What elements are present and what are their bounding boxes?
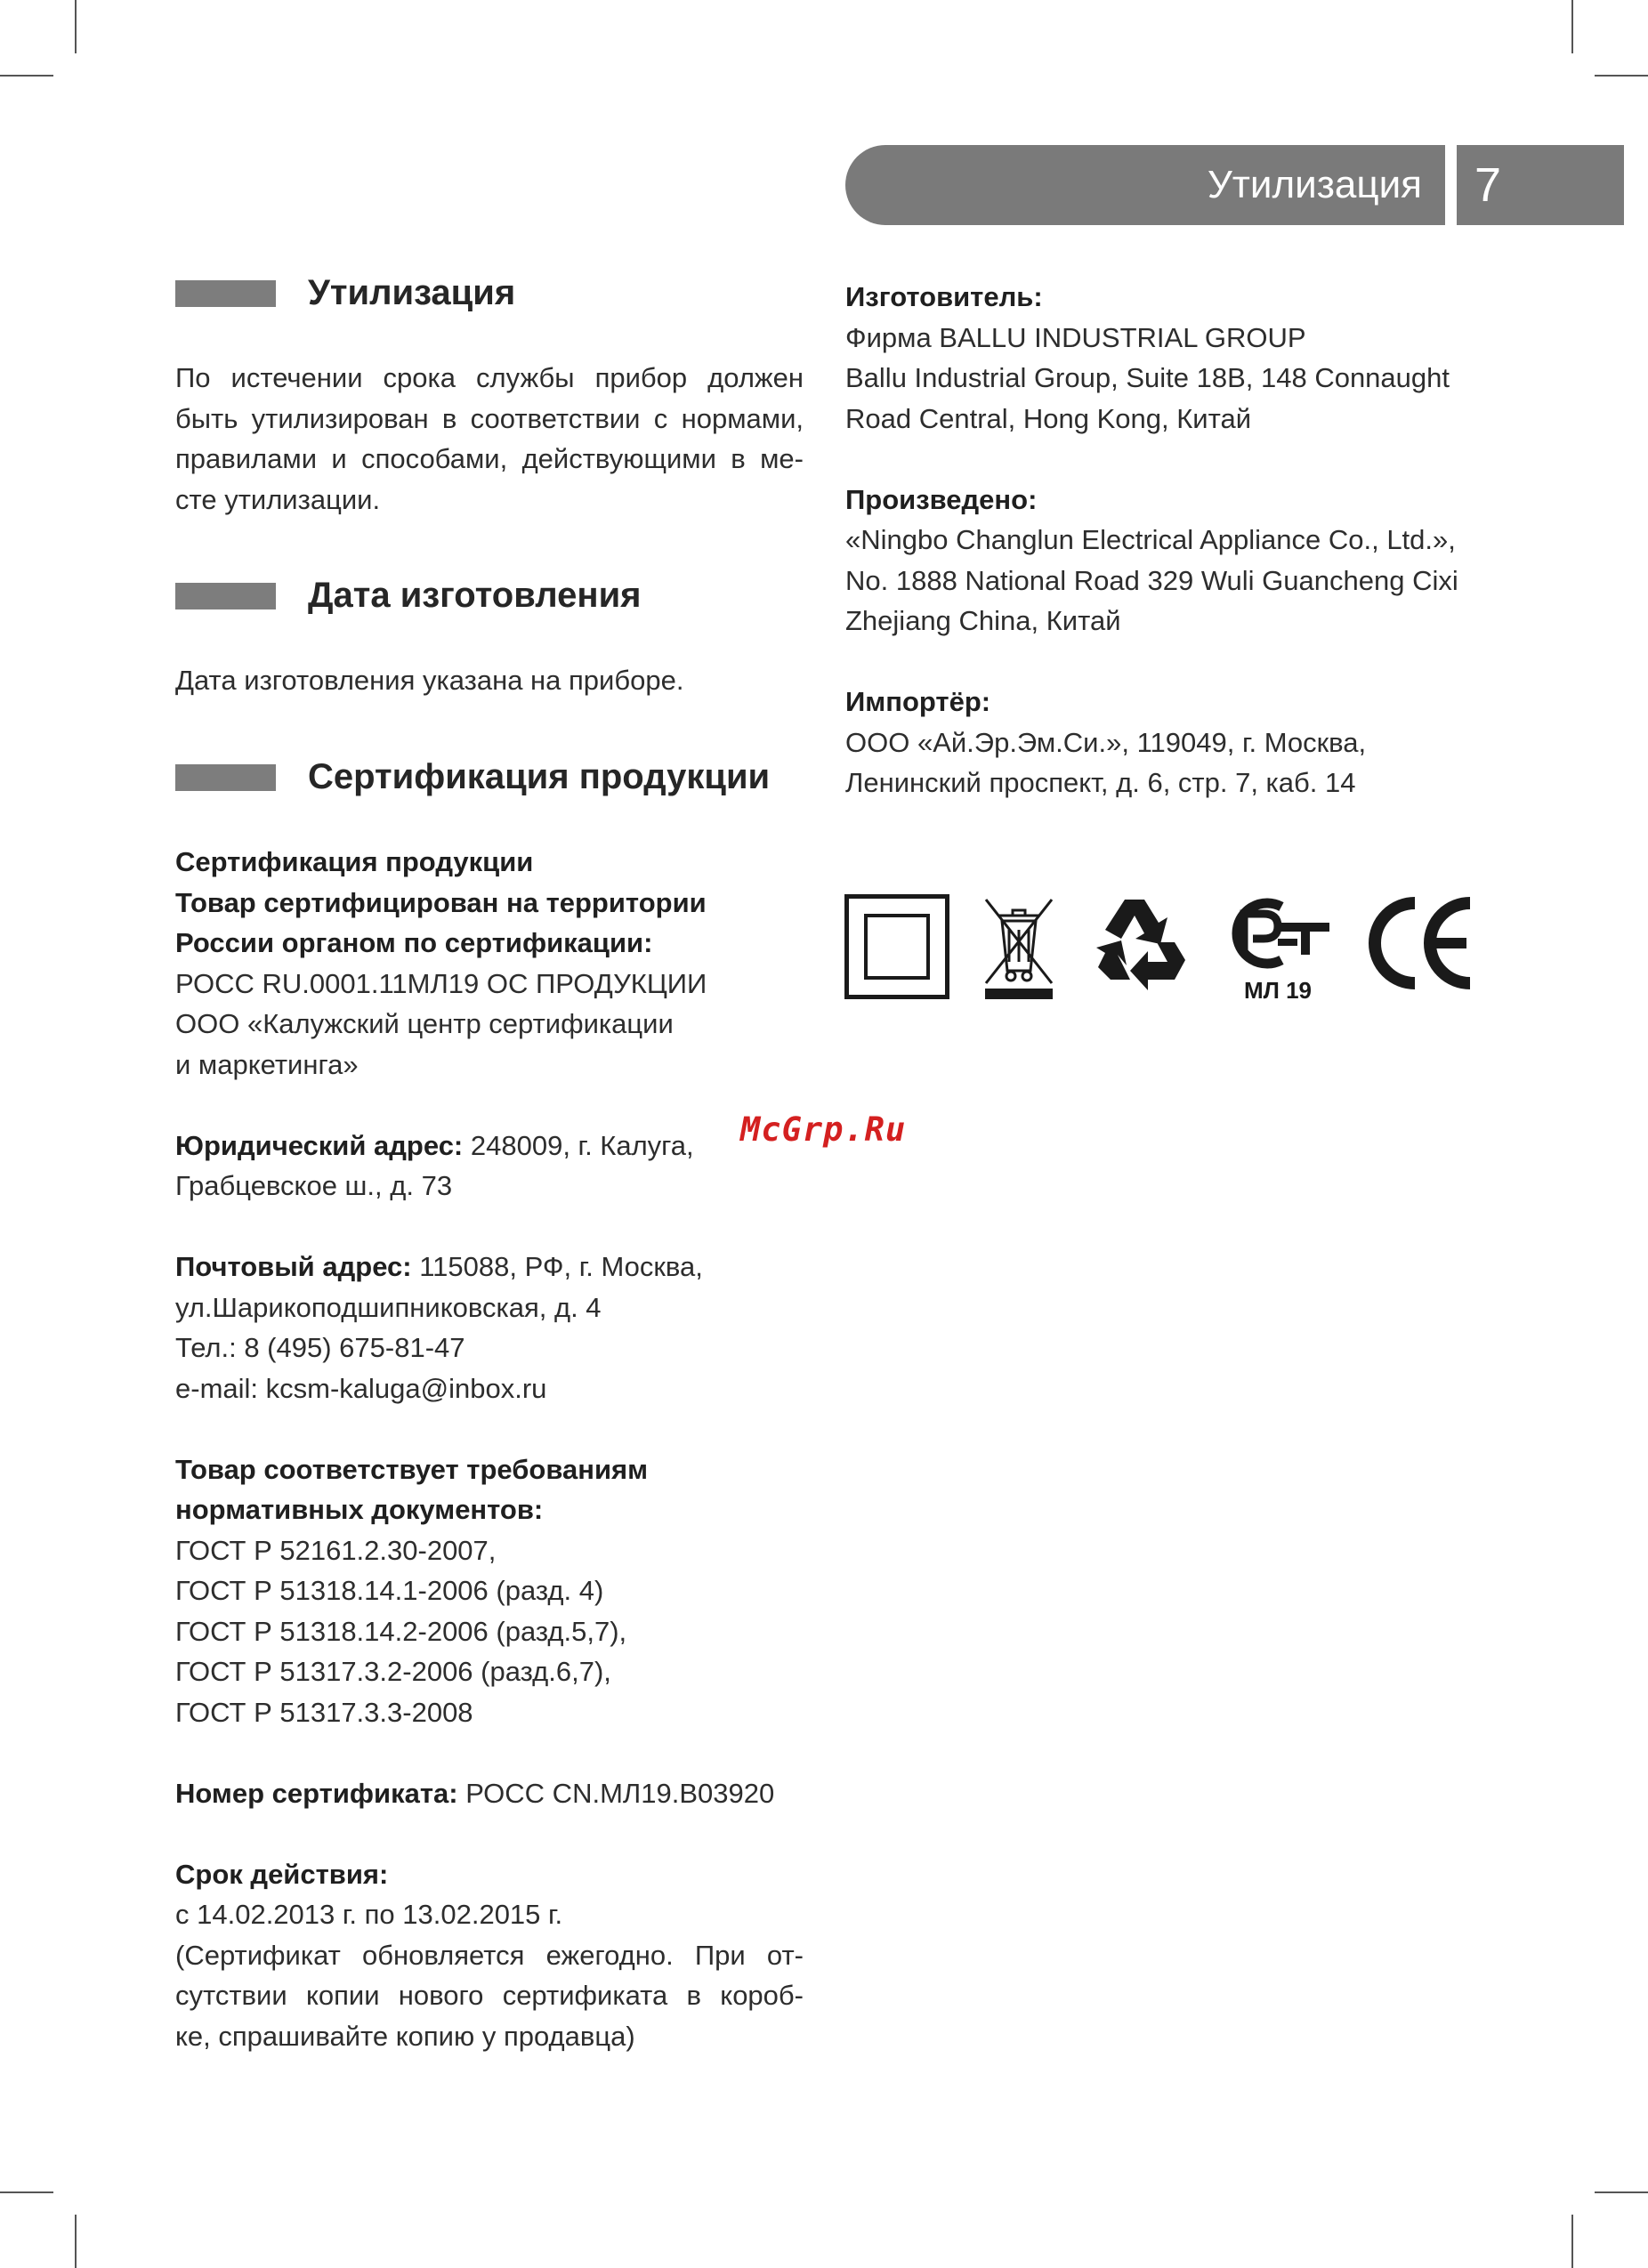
text-line: Дата изготовления указана на приборе. bbox=[175, 665, 684, 696]
text-line: ООО «Ай.Эр.Эм.Си.», 119049, г. Москва, bbox=[845, 726, 1367, 758]
crop-mark bbox=[0, 75, 53, 77]
norm-item: ГОСТ Р 51317.3.2-2006 (разд.6,7), bbox=[175, 1656, 611, 1687]
text-line: No. 1888 National Road 329 Wuli Guancheng Cixi bbox=[845, 564, 1458, 596]
manufacture-date-text bbox=[175, 660, 804, 701]
heading-title: Дата изготовления bbox=[308, 576, 642, 615]
crop-mark bbox=[0, 2191, 53, 2193]
text-line: Фирма BALLU INDUSTRIAL GROUP bbox=[845, 321, 1306, 353]
text-line: Сертификация продукции bbox=[175, 846, 534, 877]
manufacturer-label: Изготовитель: bbox=[845, 281, 1043, 312]
text-line: e-mail: kcsm-kaluga@inbox.ru bbox=[175, 1372, 547, 1404]
norm-item: ГОСТ Р 51318.14.2-2006 (разд.5,7), bbox=[175, 1615, 627, 1647]
header-section-tab bbox=[845, 145, 1445, 225]
heading-title: Сертификация продукции bbox=[308, 757, 771, 796]
rst-code-label: МЛ 19 bbox=[1243, 977, 1313, 1004]
text-line: (Сертификат обновляется ежегодно. При от- bbox=[175, 1939, 804, 1971]
text-line: Road Central, Hong Kong, Китай bbox=[845, 402, 1252, 434]
text-line: Товар сертифицирован на территории bbox=[175, 886, 707, 918]
utilization-heading bbox=[175, 273, 515, 313]
text-line: Грабцевское ш., д. 73 bbox=[175, 1170, 453, 1201]
rst-mark-icon bbox=[1224, 894, 1331, 973]
crop-mark bbox=[75, 0, 77, 53]
utilization-text bbox=[175, 358, 804, 520]
crop-mark bbox=[1571, 2215, 1573, 2268]
manufacturer-info bbox=[845, 277, 1575, 803]
legal-address-value: 248009, г. Калуга, bbox=[463, 1129, 694, 1161]
ce-mark-icon bbox=[1360, 894, 1475, 992]
heading-bar bbox=[175, 764, 276, 791]
crop-mark bbox=[1595, 75, 1648, 77]
norm-item: ГОСТ Р 51317.3.3-2008 bbox=[175, 1696, 473, 1728]
certification-heading bbox=[175, 757, 770, 797]
text-line: с 14.02.2013 г. по 13.02.2015 г. bbox=[175, 1899, 563, 1930]
postal-address bbox=[175, 1247, 804, 1287]
importer-label: Импортёр: bbox=[845, 686, 991, 717]
certification-body bbox=[175, 842, 804, 2056]
text-line: «Ningbo Changlun Electrical Appliance Co., Ltd.», bbox=[845, 524, 1456, 555]
double-insulation-icon bbox=[844, 894, 949, 999]
text-line: России органом по сертификации: bbox=[175, 927, 653, 958]
validity-label: Срок действия: bbox=[175, 1858, 389, 1890]
heading-bar bbox=[175, 280, 276, 307]
text-line: Тел.: 8 (495) 675-81-47 bbox=[175, 1332, 465, 1363]
postal-address-value: 115088, РФ, г. Москва, bbox=[411, 1251, 703, 1282]
text-line: и маркетинга» bbox=[175, 1048, 359, 1080]
text-line: ул.Шарикоподшипниковская, д. 4 bbox=[175, 1291, 602, 1323]
crop-mark bbox=[1571, 0, 1573, 53]
text-line: быть утилизирован в соответствии с нормами, bbox=[175, 402, 804, 434]
header-section-title: Утилизация bbox=[1207, 163, 1422, 206]
recycle-icon bbox=[1086, 892, 1196, 999]
text-line: Товар соответствует требованиям bbox=[175, 1453, 649, 1485]
certificate-number-value: РОСС CN.МЛ19.В03920 bbox=[457, 1777, 775, 1809]
text-line: Ленинский проспект, д. 6, стр. 7, каб. 14 bbox=[845, 767, 1356, 798]
produced-label: Произведено: bbox=[845, 483, 1038, 515]
text-line: ке, спрашивайте копию у продавца) bbox=[175, 2020, 635, 2052]
weee-bin-icon bbox=[982, 894, 1055, 999]
legal-address-label: Юридический адрес: bbox=[175, 1129, 464, 1161]
certificate-number bbox=[175, 1773, 804, 1814]
text-line: сте утилизации. bbox=[175, 483, 381, 515]
text-line: Zhejiang China, Китай bbox=[845, 605, 1121, 636]
text-line: правилами и способами, действующими в ме- bbox=[175, 443, 804, 474]
certificate-number-label: Номер сертификата: bbox=[175, 1777, 458, 1809]
norm-item: ГОСТ Р 52161.2.30-2007, bbox=[175, 1534, 497, 1566]
manufacture-date-heading bbox=[175, 576, 642, 616]
postal-address-label: Почтовый адрес: bbox=[175, 1251, 412, 1282]
text-line: По истечении срока службы прибор должен bbox=[175, 362, 804, 393]
text-line: РОСС RU.0001.11МЛ19 ОС ПРОДУКЦИИ bbox=[175, 967, 707, 999]
heading-title: Утилизация bbox=[308, 273, 516, 312]
crop-mark bbox=[1595, 2191, 1648, 2193]
text-line: нормативных документов: bbox=[175, 1494, 544, 1525]
legal-address bbox=[175, 1126, 804, 1166]
watermark: McGrp.Ru bbox=[740, 1110, 907, 1149]
norm-item: ГОСТ Р 51318.14.1-2006 (разд. 4) bbox=[175, 1575, 604, 1606]
text-line: Ballu Industrial Group, Suite 18B, 148 Connaught bbox=[845, 362, 1450, 393]
page-number: 7 bbox=[1457, 145, 1624, 225]
heading-bar bbox=[175, 583, 276, 609]
text-line: ООО «Калужский центр сертификации bbox=[175, 1008, 674, 1039]
text-line: сутствии копии нового сертификата в короб- bbox=[175, 1980, 804, 2011]
crop-mark bbox=[75, 2215, 77, 2268]
